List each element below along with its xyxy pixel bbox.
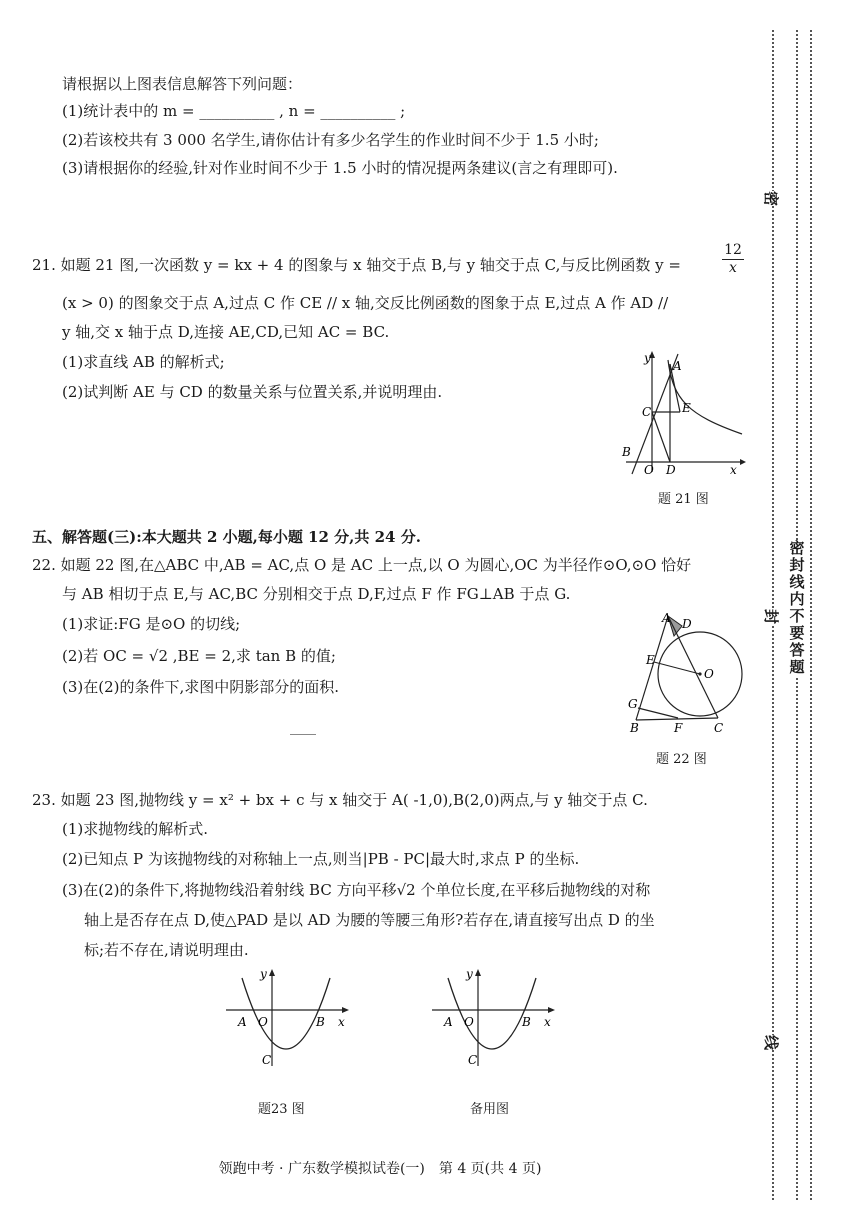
label-x: x — [338, 1015, 345, 1029]
q23-part3-line3: 标;若不存在,请说明理由. — [84, 941, 249, 959]
section-5-heading: 五、解答题(三):本大题共 2 小题,每小题 12 分,共 24 分. — [32, 528, 421, 546]
label-o: O — [644, 463, 654, 477]
q23-part3-line1: (3)在(2)的条件下,将抛物线沿着射线 BC 方向平移√2 个单位长度,在平移后抛物线的对称 — [62, 881, 651, 899]
seal-label-mi: 密 — [759, 191, 784, 206]
q21-fraction — [722, 242, 744, 277]
q21-stem-line3: y 轴,交 x 轴于点 D,连接 AE,CD,已知 AC = BC. — [62, 323, 390, 341]
q23-spare-figure — [428, 968, 560, 1070]
label-a: A — [238, 1015, 247, 1029]
label-y: y — [466, 968, 473, 981]
q23-part3-line2: 轴上是否存在点 D,使△PAD 是以 AD 为腰的等腰三角形?若存在,请直接写出点 D 的坐 — [84, 911, 655, 929]
q23-spare-figure-caption: 备用图 — [470, 1102, 510, 1117]
q23-figure-caption: 题23 图 — [258, 1102, 305, 1117]
label-a: A — [662, 611, 671, 625]
label-d: D — [666, 463, 676, 477]
q22-stem-line1: 22. 如题 22 图,在△ABC 中,AB = AC,点 O 是 AC 上一点,以 O 为圆心,OC 为半径作⊙O,⊙O 恰好 — [32, 556, 692, 574]
q23-figure — [222, 968, 354, 1070]
q20-part2: (2)若该校共有 3 000 名学生,请你估计有多少名学生的作业时间不少于 1.5 小时; — [62, 131, 599, 149]
seal-notice: 密封线内不要答题 — [789, 539, 805, 676]
seal-label-xian: 线 — [759, 1035, 784, 1050]
label-g: G — [628, 697, 638, 711]
label-o: O — [704, 667, 714, 681]
x-axis-arrow-icon — [740, 459, 746, 465]
binding-dotted-line-inner — [810, 30, 812, 1200]
label-a: A — [673, 359, 682, 373]
q20-intro: 请根据以上图表信息解答下列问题： — [62, 75, 303, 93]
label-f: F — [674, 721, 683, 735]
y-axis-arrow-icon — [269, 969, 275, 976]
label-c: C — [714, 721, 724, 735]
parabola-curve — [448, 978, 536, 1049]
center-point — [698, 672, 701, 675]
label-b: B — [316, 1015, 325, 1029]
q21-part2: (2)试判断 AE 与 CD 的数量关系与位置关系,并说明理由. — [62, 383, 443, 401]
side-ab — [636, 616, 668, 720]
label-y: y — [260, 968, 267, 981]
q20-part3: (3)请根据你的经验,针对作业时间不少于 1.5 小时的情况提两条建议(言之有理即可). — [62, 159, 618, 177]
q21-fraction-denominator: x — [729, 260, 737, 276]
label-c: C — [262, 1053, 272, 1067]
q21-stem-line2: (x > 0) 的图象交于点 A,过点 C 作 CE // x 轴,交反比例函数的图象于点 E,过点 A 作 AD // — [62, 294, 669, 312]
label-b: B — [522, 1015, 531, 1029]
segment-fg — [638, 708, 678, 718]
parabola-curve — [242, 978, 330, 1049]
y-axis-arrow-icon — [475, 969, 481, 976]
q22-part3: (3)在(2)的条件下,求图中阴影部分的面积. — [62, 678, 340, 696]
label-x: x — [730, 463, 737, 477]
x-axis-arrow-icon — [342, 1007, 349, 1013]
q23-part2: (2)已知点 P 为该抛物线的对称轴上一点,则当|PB - PC|最大时,求点 P 的坐标. — [62, 850, 580, 868]
label-b: B — [622, 445, 631, 459]
q22-figure — [622, 608, 750, 738]
label-o: O — [258, 1015, 268, 1029]
q22-stem-line2: 与 AB 相切于点 E,与 AC,BC 分别相交于点 D,F,过点 F 作 FG⊥AB 于点 G. — [62, 585, 571, 603]
q21-part1: (1)求直线 AB 的解析式; — [62, 353, 225, 371]
label-b: B — [630, 721, 639, 735]
seal-label-feng: 封 — [759, 609, 784, 624]
q21-fraction-numerator: 12 — [722, 242, 744, 260]
q22-figure-caption: 题 22 图 — [656, 752, 707, 767]
q23-stem-line1: 23. 如题 23 图,抛物线 y = x² + bx + c 与 x 轴交于 A( -1,0),B(2,0)两点,与 y 轴交于点 C. — [32, 791, 648, 809]
label-c: C — [468, 1053, 478, 1067]
x-axis-arrow-icon — [548, 1007, 555, 1013]
label-e: E — [646, 653, 655, 667]
label-c: C — [642, 405, 652, 419]
q21-figure-caption: 题 21 图 — [658, 492, 709, 507]
label-y: y — [644, 351, 651, 365]
q23-part1: (1)求抛物线的解析式. — [62, 820, 209, 838]
label-a: A — [444, 1015, 453, 1029]
q20-part1: (1)统计表中的 m = __________ , n = __________ ; — [62, 102, 406, 120]
label-o: O — [464, 1015, 474, 1029]
q21-stem-line1: 21. 如题 21 图,一次函数 y = kx + 4 的图象与 x 轴交于点 B,与 y 轴交于点 C,与反比例函数 y = — [32, 256, 681, 274]
q21-figure — [618, 350, 748, 478]
page-footer: 领跑中考 · 广东数学模拟试卷(一) 第 4 页(共 4 页) — [218, 1161, 542, 1177]
q22-part1: (1)求证:FG 是⊙O 的切线; — [62, 615, 241, 633]
label-x: x — [544, 1015, 551, 1029]
q22-part2: (2)若 OC = √2 ,BE = 2,求 tan B 的值; — [62, 647, 336, 665]
segment-cd — [652, 412, 670, 462]
label-d: D — [682, 617, 692, 631]
label-e: E — [682, 401, 691, 415]
scan-mark-divider — [290, 734, 316, 735]
